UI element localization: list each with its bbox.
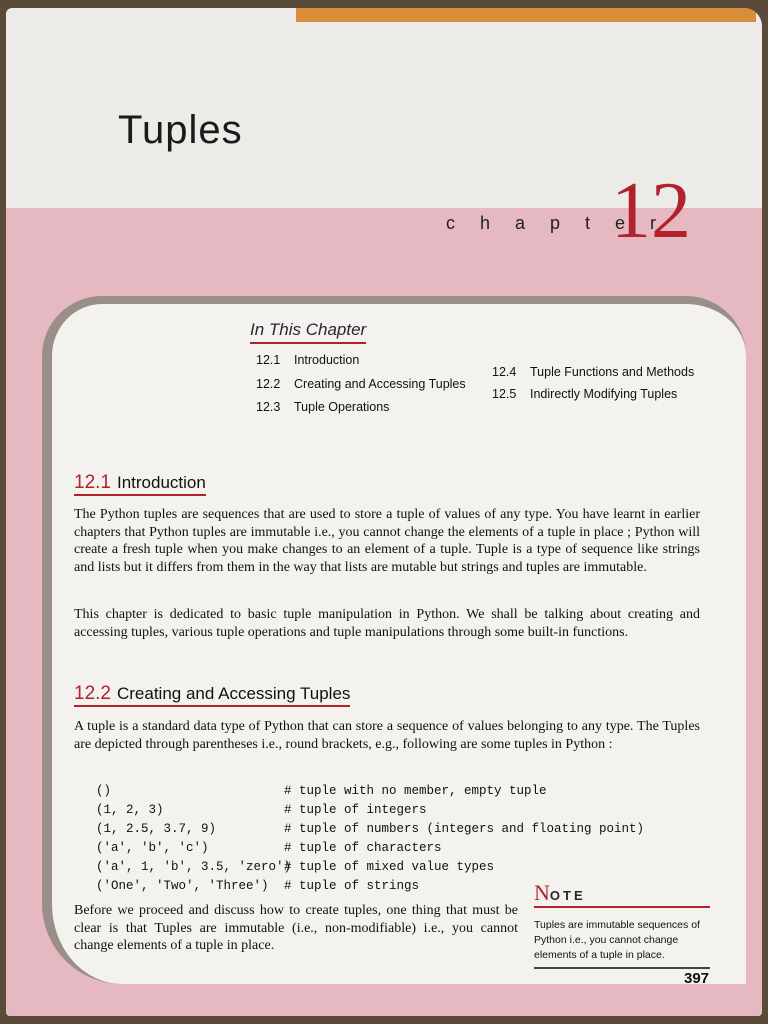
toc-item-12-1 [256,353,359,367]
code-example: ('One', 'Two', 'Three') [96,879,269,893]
toc-label: Tuple Functions and Methods [530,365,695,379]
section-heading-introduction [74,472,206,496]
toc-item-12-4 [492,365,694,379]
toc-label: Indirectly Modifying Tuples [530,387,678,401]
toc-num: 12.4 [492,365,517,379]
section-number: 12.2 [74,683,111,704]
note-box [534,880,710,969]
code-example: () [96,784,112,798]
note-title-rest: OTE [549,888,586,903]
toc-label: Introduction [294,353,360,367]
code-example: ('a', 1, 'b', 3.5, 'zero') [96,860,292,874]
toc-heading: In This Chapter [250,320,366,344]
section-heading-creating-tuples [74,683,350,707]
section-number: 12.1 [74,472,111,493]
toc-item-12-2 [256,377,466,391]
book-page [6,8,762,1016]
code-example: (1, 2, 3) [96,803,164,817]
chapter-number: 12 [611,167,691,255]
code-comment: # tuple of characters [284,841,442,855]
section-title: Creating and Accessing Tuples [116,684,351,703]
creating-paragraph-1: A tuple is a standard data type of Python that can store a sequence of values belonging to any type. The Tuples are depicted through parentheses i.e., round brackets, e.g., following are some tuples in Python : [74,719,700,752]
page-number: 397 [684,970,710,987]
toc-num: 12.5 [492,387,517,401]
toc-label: Tuple Operations [294,400,390,414]
note-title-initial: N [534,880,550,905]
intro-paragraph-1: The Python tuples are sequences that are used to store a tuple of values of any type. You have learnt in earlier chapters that Python tuples are immutable i.e., you cannot change the elements of a tuple in place ; Python will create a fresh tuple when you make changes to an element of a tuple. Tuple is a type of sequence like strings and lists but it differs from them in the way that lists are mutable but strings and tuples are immutable. [74,507,700,575]
toc-label: Creating and Accessing Tuples [294,377,466,391]
toc-num: 12.3 [256,400,281,414]
toc-item-12-5 [492,387,677,401]
intro-paragraph-2: This chapter is dedicated to basic tuple manipulation in Python. We shall be talking about creating and accessing tuples, various tuple operations and tuple manipulations through some built-in functions. [74,607,700,640]
code-comment: # tuple of numbers (integers and floating point) [284,822,645,836]
chapter-title: Tuples [118,108,243,152]
code-comment: # tuple with no member, empty tuple [284,784,547,798]
note-text: Tuples are immutable sequences of Python i.e., you cannot change elements of a tuple in place. [534,918,710,969]
code-example: (1, 2.5, 3.7, 9) [96,822,217,836]
creating-paragraph-2: Before we proceed and discuss how to create tuples, one thing that must be clear is that Tuples are immutable (i.e., non-modifiable) i.e., you cannot change elements of a tuple in place. [74,903,518,953]
section-title: Introduction [116,473,206,492]
note-title [534,880,710,908]
chapter-label: c h a p t e r [446,213,667,233]
toc-num: 12.2 [256,377,281,391]
code-example: ('a', 'b', 'c') [96,841,209,855]
toc-item-12-3 [256,400,389,414]
code-comment: # tuple of mixed value types [284,860,495,874]
code-comment: # tuple of integers [284,803,427,817]
toc-num: 12.1 [256,353,281,367]
orange-page-edge [296,8,756,22]
code-comment: # tuple of strings [284,879,420,893]
